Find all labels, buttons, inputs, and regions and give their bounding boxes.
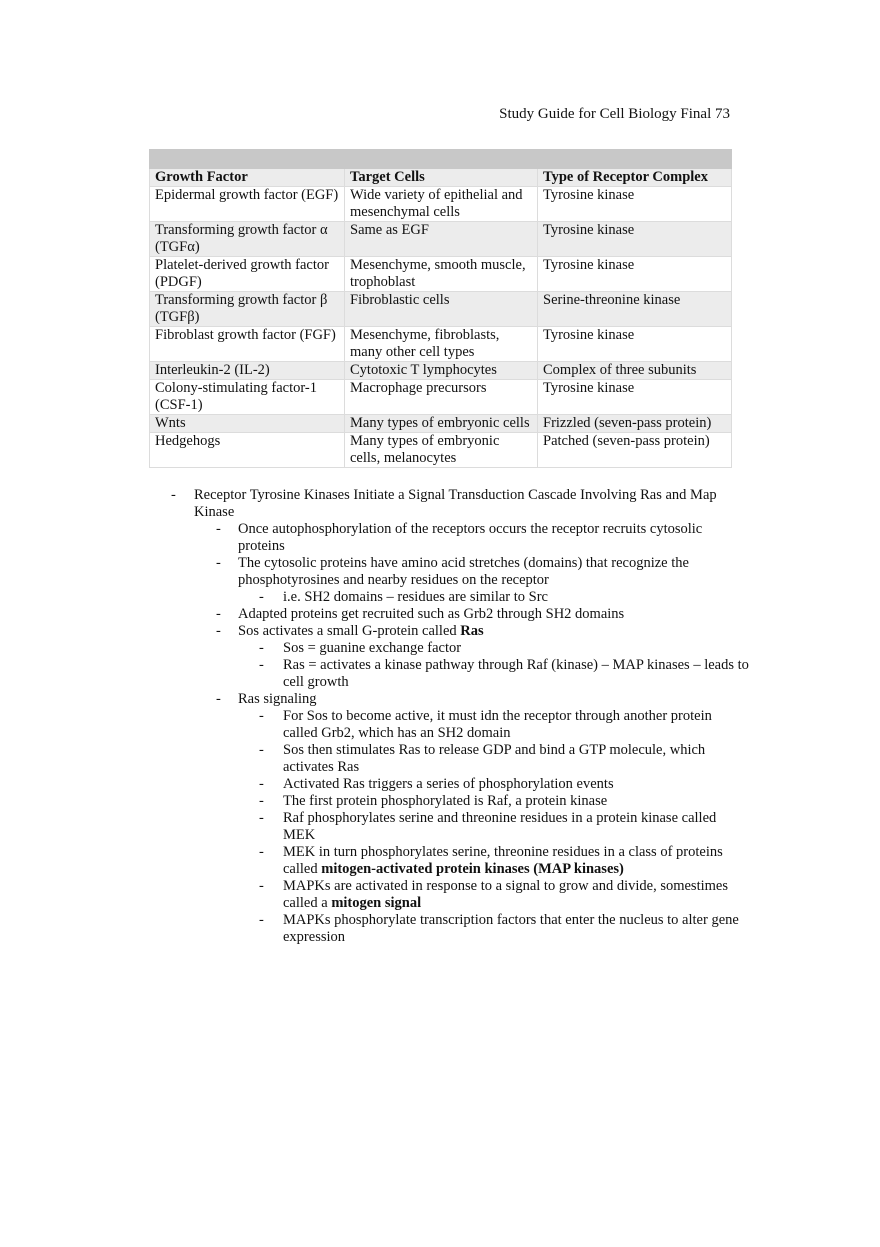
list-item-text: Sos = guanine exchange factor bbox=[283, 640, 462, 656]
cell-growth-factor: Wnts bbox=[150, 415, 345, 433]
table-row bbox=[150, 327, 732, 362]
list-item bbox=[150, 657, 750, 691]
list-item bbox=[150, 521, 750, 555]
running-head: Study Guide for Cell Biology Final 73 bbox=[499, 106, 730, 122]
bullet-dash: - bbox=[259, 878, 264, 894]
table-row bbox=[150, 362, 732, 380]
list-item bbox=[150, 640, 750, 657]
list-item-text: MAPKs are activated in response to a signal to grow and divide, somestimes called a bbox=[283, 878, 728, 911]
cell-receptor-complex: Serine-threonine kinase bbox=[538, 292, 732, 327]
list-item-text: MEK in turn phosphorylates serine, threonine residues in a class of proteins called bbox=[283, 844, 723, 877]
cell-receptor-complex: Tyrosine kinase bbox=[538, 187, 732, 222]
list-item bbox=[150, 810, 750, 844]
list-item-text: Activated Ras triggers a series of phosphorylation events bbox=[283, 776, 614, 792]
notes-outline bbox=[150, 487, 750, 946]
table-row bbox=[150, 257, 732, 292]
cell-growth-factor: Interleukin-2 (IL-2) bbox=[150, 362, 345, 380]
list-item bbox=[150, 691, 750, 708]
section-heading: Receptor Tyrosine Kinases Initiate a Signal Transduction Cascade Involving Ras and Map Kinase bbox=[194, 487, 717, 520]
list-item bbox=[150, 589, 750, 606]
list-item bbox=[150, 878, 750, 912]
list-item bbox=[150, 776, 750, 793]
list-item-text: Ras = activates a kinase pathway through Raf (kinase) – MAP kinases – leads to cell growth bbox=[283, 657, 749, 690]
list-item bbox=[150, 708, 750, 742]
bullet-dash: - bbox=[259, 589, 264, 605]
list-item-text: Sos then stimulates Ras to release GDP and bind a GTP molecule, which activates Ras bbox=[283, 742, 706, 775]
cell-target-cells: Same as EGF bbox=[345, 222, 538, 257]
table-row bbox=[150, 292, 732, 327]
bullet-dash: - bbox=[216, 521, 221, 537]
list-item-text: MAPKs phosphorylate transcription factors that enter the nucleus to alter gene expression bbox=[283, 912, 739, 945]
bullet-dash: - bbox=[259, 776, 264, 792]
list-item bbox=[150, 844, 750, 878]
cell-target-cells: Fibroblastic cells bbox=[345, 292, 538, 327]
cell-receptor-complex: Tyrosine kinase bbox=[538, 257, 732, 292]
table-row bbox=[150, 380, 732, 415]
cell-receptor-complex: Frizzled (seven-pass protein) bbox=[538, 415, 732, 433]
bullet-dash: - bbox=[259, 742, 264, 758]
cell-target-cells: Mesenchyme, smooth muscle, trophoblast bbox=[345, 257, 538, 292]
cell-target-cells: Mesenchyme, fibroblasts, many other cell types bbox=[345, 327, 538, 362]
list-item-text: The cytosolic proteins have amino acid stretches (domains) that recognize the phosphotyrosines and nearby residues on the receptor bbox=[238, 555, 689, 588]
list-item-text: Once autophosphorylation of the receptors occurs the receptor recruits cytosolic proteins bbox=[238, 521, 703, 554]
cell-growth-factor: Hedgehogs bbox=[150, 433, 345, 468]
table-row bbox=[150, 187, 732, 222]
cell-target-cells: Many types of embryonic cells bbox=[345, 415, 538, 433]
bullet-dash: - bbox=[216, 691, 221, 707]
list-item-text: Ras signaling bbox=[238, 691, 317, 707]
bullet-dash: - bbox=[259, 793, 264, 809]
cell-target-cells: Cytotoxic T lymphocytes bbox=[345, 362, 538, 380]
cell-target-cells: Many types of embryonic cells, melanocytes bbox=[345, 433, 538, 468]
table-row bbox=[150, 433, 732, 468]
growth-factor-table bbox=[149, 149, 732, 468]
table-row bbox=[150, 415, 732, 433]
list-item bbox=[150, 742, 750, 776]
table-header-row bbox=[150, 169, 732, 187]
bullet-dash: - bbox=[171, 487, 176, 503]
list-item bbox=[150, 606, 750, 623]
table-row bbox=[150, 222, 732, 257]
cell-receptor-complex: Complex of three subunits bbox=[538, 362, 732, 380]
bullet-dash: - bbox=[216, 606, 221, 622]
list-item bbox=[150, 623, 750, 640]
cell-growth-factor: Platelet-derived growth factor (PDGF) bbox=[150, 257, 345, 292]
list-item bbox=[150, 793, 750, 810]
list-item-text: Raf phosphorylates serine and threonine residues in a protein kinase called MEK bbox=[283, 810, 717, 843]
column-header-target-cells: Target Cells bbox=[345, 169, 538, 187]
list-item bbox=[150, 555, 750, 589]
cell-growth-factor: Fibroblast growth factor (FGF) bbox=[150, 327, 345, 362]
list-item-text: The first protein phosphorylated is Raf, a protein kinase bbox=[283, 793, 608, 809]
bold-term-mitogen-signal: mitogen signal bbox=[331, 895, 422, 911]
cell-target-cells: Macrophage precursors bbox=[345, 380, 538, 415]
column-header-receptor-complex: Type of Receptor Complex bbox=[538, 169, 732, 187]
list-item-text: Sos activates a small G-protein called bbox=[238, 623, 461, 639]
bullet-dash: - bbox=[259, 640, 264, 656]
bullet-dash: - bbox=[216, 555, 221, 571]
table-title-bar bbox=[150, 150, 732, 169]
list-item-text: Adapted proteins get recruited such as Grb2 through SH2 domains bbox=[238, 606, 625, 622]
cell-receptor-complex: Tyrosine kinase bbox=[538, 380, 732, 415]
cell-receptor-complex: Tyrosine kinase bbox=[538, 222, 732, 257]
bullet-dash: - bbox=[259, 810, 264, 826]
cell-target-cells: Wide variety of epithelial and mesenchymal cells bbox=[345, 187, 538, 222]
cell-receptor-complex: Tyrosine kinase bbox=[538, 327, 732, 362]
cell-growth-factor: Transforming growth factor α (TGFα) bbox=[150, 222, 345, 257]
list-item-text: i.e. SH2 domains – residues are similar to Src bbox=[283, 589, 548, 605]
bullet-dash: - bbox=[259, 912, 264, 928]
bullet-dash: - bbox=[216, 623, 221, 639]
bullet-dash: - bbox=[259, 844, 264, 860]
list-item-text: For Sos to become active, it must idn the receptor through another protein called Grb2, which has an SH2 domain bbox=[283, 708, 712, 741]
bold-term-ras: Ras bbox=[460, 623, 484, 639]
bold-term-map-kinases: mitogen-activated protein kinases (MAP kinases) bbox=[321, 861, 624, 877]
cell-growth-factor: Epidermal growth factor (EGF) bbox=[150, 187, 345, 222]
cell-growth-factor: Colony-stimulating factor-1 (CSF-1) bbox=[150, 380, 345, 415]
list-item-heading bbox=[150, 487, 750, 521]
cell-growth-factor: Transforming growth factor β (TGFβ) bbox=[150, 292, 345, 327]
cell-receptor-complex: Patched (seven-pass protein) bbox=[538, 433, 732, 468]
column-header-growth-factor: Growth Factor bbox=[150, 169, 345, 187]
list-item bbox=[150, 912, 750, 946]
bullet-dash: - bbox=[259, 708, 264, 724]
bullet-dash: - bbox=[259, 657, 264, 673]
